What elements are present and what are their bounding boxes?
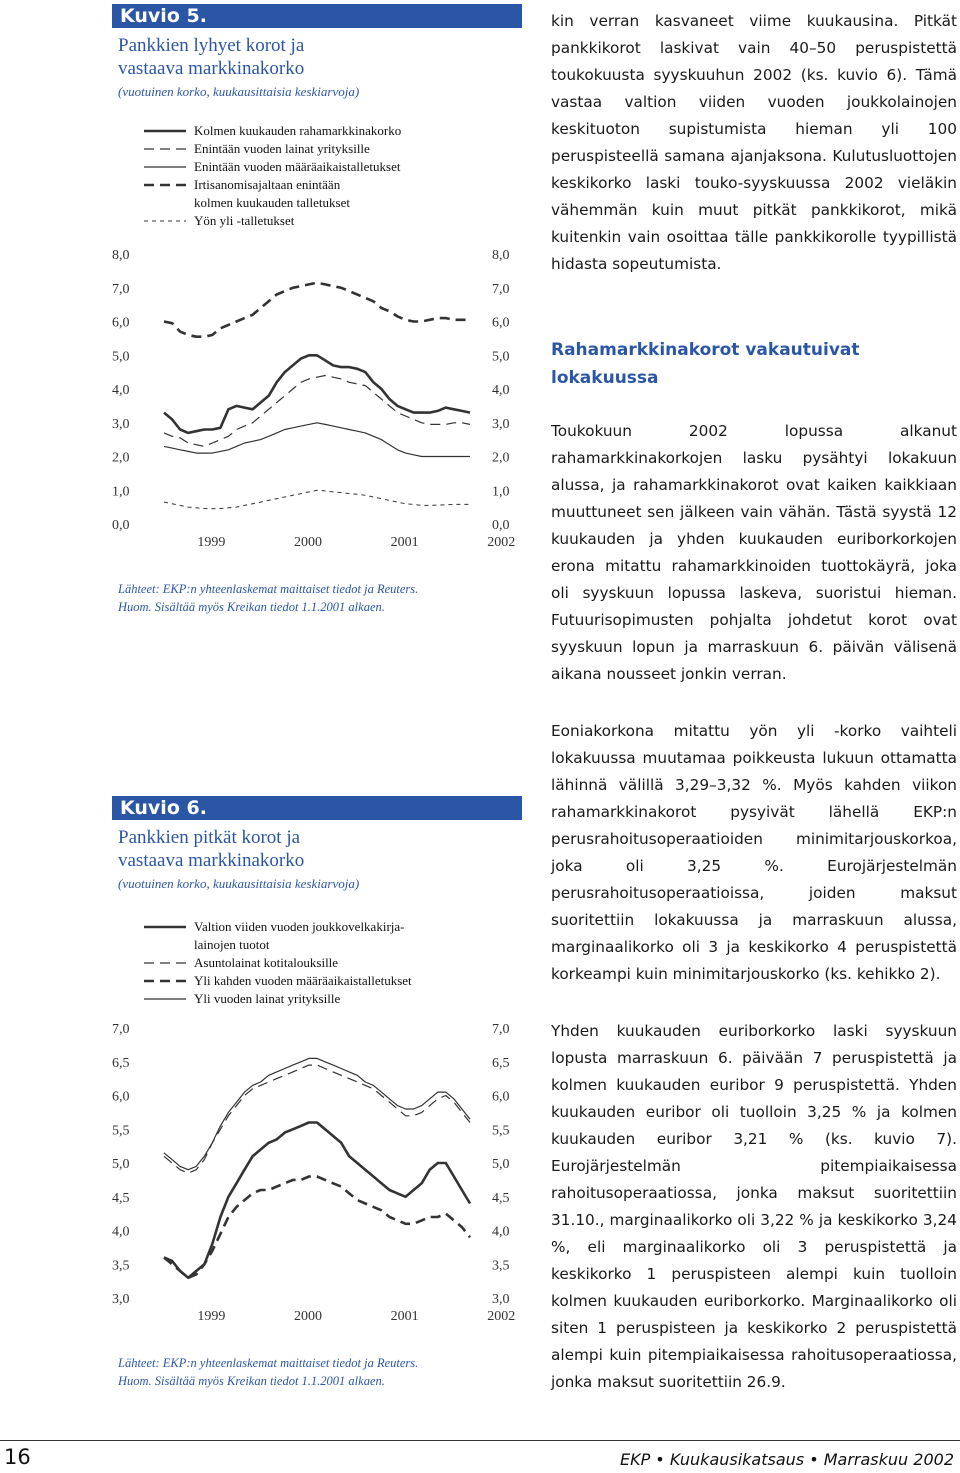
x-tick-label: 2000	[293, 1309, 322, 1324]
y-tick-label-right: 7,0	[492, 1022, 510, 1037]
y-tick-label-left: 5,0	[112, 1157, 130, 1172]
paragraph: Eoniakorkona mitattu yön yli -korko vaihteli lokakuussa muutamaa poikkeusta lukuun ottamatta lähinnä välillä 3,29–3,32 %. Myös kahden viikon rahamarkkinakorot pysyivät lähellä EKP:n perusrahoitusoperaatioiden minimitarjouskorkoa, joka oli 3,25 %. Eurojärjestelmän perusrahoitusoperaatioissa, joiden maksut suoritettiin lokakuussa ja marraskuun alussa, marginaalikorko oli 3 ja keskikorko 4 peruspistettä korkeampi kuin minimitarjouskorko (ks. kehikko 2).	[551, 722, 957, 983]
legend-solid-thin-icon	[142, 990, 188, 1008]
y-tick-label-left: 3,0	[112, 416, 130, 432]
series-line-3	[164, 423, 470, 457]
y-tick-label-right: 3,0	[492, 1292, 510, 1307]
source-line: Lähteet: EKP:n yhteenlaskemat maittaiset tiedot ja Reuters.	[118, 1356, 419, 1370]
legend-item	[142, 176, 401, 194]
y-tick-label-right: 1,0	[492, 484, 510, 500]
legend-solid-thick-icon	[142, 918, 188, 936]
x-tick-label: 2002	[487, 1309, 516, 1324]
legend-label: Kolmen kuukauden rahamarkkinakorko	[194, 123, 402, 138]
legend-item	[142, 972, 412, 990]
y-tick-label-right: 3,0	[492, 416, 510, 432]
series-line-5	[164, 490, 470, 509]
legend-label: Yön yli -talletukset	[194, 213, 295, 228]
series-line-1	[164, 355, 470, 433]
y-tick-label-right: 3,5	[492, 1258, 510, 1274]
section-heading	[551, 336, 951, 392]
figure-6-chart	[112, 1014, 522, 1334]
series-line-4	[164, 283, 470, 337]
y-tick-label-left: 4,5	[112, 1190, 130, 1206]
y-tick-label-right: 4,5	[492, 1190, 510, 1206]
legend-item	[142, 212, 401, 230]
legend-item	[142, 140, 401, 158]
series-line-3	[164, 1177, 470, 1278]
y-tick-label-right: 5,5	[492, 1123, 510, 1139]
y-tick-label-right: 6,5	[492, 1055, 510, 1071]
footer-rule	[0, 1440, 960, 1441]
series-line-2	[164, 1065, 470, 1173]
text-column-bottom	[551, 1018, 957, 1396]
paragraph: Yhden kuukauden euriborkorko laski syyskuun lopusta marraskuun 6. päivään 7 peruspistettä ja kolmen kuukauden euribor 9 peruspistettä. Yhden kuukauden euribor oli tuolloin 3,25 % ja kolmen kuukauden euribor 3,21 % (ks. kuvio 7). Eurojärjestelmän pitempiaikaisessa rahoitusoperaatiossa, jonka maksut suoritettiin 31.10., marginaalikorko oli 3,22 % ja keskikorko 3,24 %, eli marginaalikorko oli 3 peruspistettä ja keskikorko 1 peruspisteen alempi kuin tuolloin kolmen kuukauden euriborkorko. Marginaalikorko oli siten 1 peruspisteen ja keskikorko 2 peruspistettä alempi kuin pitempiaikaisessa rahoitusoperaatiossa, jonka maksut suoritettiin 26.9.	[551, 1022, 957, 1391]
legend-item	[142, 918, 412, 936]
legend-solid-thick-icon	[142, 122, 188, 140]
y-tick-label-left: 5,0	[112, 349, 130, 365]
y-tick-label-right: 2,0	[492, 450, 510, 466]
source-line: Lähteet: EKP:n yhteenlaskemat maittaiset tiedot ja Reuters.	[118, 582, 419, 596]
figure-5	[112, 4, 522, 624]
figure-6-subtitle: (vuotuinen korko, kuukausittaisia keskiarvoja)	[118, 876, 360, 891]
figure-5-label: Kuvio 5.	[112, 4, 522, 28]
legend-label: Enintään vuoden lainat yrityksille	[194, 141, 370, 156]
text-column-lower	[551, 718, 957, 988]
heading-line: Rahamarkkinakorot vakautuivat	[551, 340, 860, 360]
legend-dashed-thick-icon	[142, 972, 188, 990]
series-line-2	[164, 376, 470, 447]
legend-label: Yli vuoden lainat yrityksille	[194, 991, 341, 1006]
series-line-4	[164, 1058, 470, 1169]
y-tick-label-left: 7,0	[112, 1022, 130, 1037]
figure-5-title	[112, 34, 522, 80]
figure-6-legend	[142, 918, 412, 1008]
y-tick-label-left: 6,0	[112, 1089, 130, 1105]
y-tick-label-left: 1,0	[112, 484, 130, 500]
y-tick-label-left: 6,5	[112, 1055, 130, 1071]
figure-5-subtitle: (vuotuinen korko, kuukausittaisia keskiarvoja)	[118, 84, 360, 99]
y-tick-label-left: 4,0	[112, 1224, 130, 1240]
y-tick-label-right: 0,0	[492, 518, 510, 533]
legend-dotted-icon	[142, 212, 188, 230]
x-tick-label: 2002	[487, 535, 516, 550]
legend-item	[142, 954, 412, 972]
page-number: 16	[4, 1445, 31, 1469]
publication-footer: EKP • Kuukausikatsaus • Marraskuu 2002	[619, 1450, 954, 1469]
legend-label: Yli kahden vuoden määräaikaistalletukset	[194, 973, 412, 988]
y-tick-label-left: 3,5	[112, 1258, 130, 1274]
figure-5-title-line1: Pankkien lyhyet korot ja	[118, 35, 305, 56]
figure-6-label: Kuvio 6.	[112, 796, 522, 820]
legend-item-cont	[142, 936, 412, 954]
legend-label: kolmen kuukauden talletukset	[194, 195, 350, 210]
legend-dashed-icon	[142, 140, 188, 158]
y-tick-label-left: 4,0	[112, 383, 130, 398]
figure-6-title	[112, 826, 522, 872]
legend-item	[142, 122, 401, 140]
figure-5-chart	[112, 240, 522, 560]
legend-dashed-thick-icon	[142, 176, 188, 194]
y-tick-label-right: 6,0	[492, 1089, 510, 1105]
figure-5-title-line2: vastaava markkinakorko	[118, 58, 305, 79]
legend-solid-thin-icon	[142, 158, 188, 176]
legend-label: Enintään vuoden määräaikaistalletukset	[194, 159, 401, 174]
heading-line: lokakuussa	[551, 368, 659, 388]
y-tick-label-right: 7,0	[492, 281, 510, 297]
legend-item	[142, 158, 401, 176]
y-tick-label-right: 5,0	[492, 1157, 510, 1172]
y-tick-label-left: 2,0	[112, 450, 130, 466]
figure-5-legend	[142, 122, 401, 230]
text-column-top	[551, 8, 957, 278]
figure-5-source	[118, 580, 418, 616]
x-tick-label: 2001	[390, 535, 419, 550]
paragraph: Toukokuun 2002 lopussa alkanut rahamarkkinakorkojen lasku pysähtyi lokakuun alussa, ja rahamarkkinakorot ovat kaiken kaikkiaan muuttuneet sen jälkeen vain vähän. Tästä syystä 12 kuukauden ja yhden kuukauden euriborkorkojen erona mitattu rahamarkkinoiden tuottokäyrä, joka oli syyskuun lopussa laskeva, suoristui hieman. Futuurisopimusten pohjalta johdetut korot ovat syyskuun lopun ja marraskuun 6. päivän välisenä aikana nousseet jonkin verran.	[551, 422, 957, 683]
figure-6-title-line1: Pankkien pitkät korot ja	[118, 827, 301, 848]
y-tick-label-left: 0,0	[112, 518, 130, 533]
y-tick-label-left: 7,0	[112, 281, 130, 297]
figure-6-source	[118, 1354, 418, 1390]
x-tick-label: 2000	[293, 535, 322, 550]
y-tick-label-right: 8,0	[492, 248, 510, 263]
figure-6-title-line2: vastaava markkinakorko	[118, 850, 305, 871]
legend-dashed-icon	[142, 954, 188, 972]
legend-spacer	[142, 936, 188, 954]
note-line: Huom. Sisältää myös Kreikan tiedot 1.1.2001 alkaen.	[118, 600, 385, 614]
note-line: Huom. Sisältää myös Kreikan tiedot 1.1.2001 alkaen.	[118, 1374, 385, 1388]
y-tick-label-right: 4,0	[492, 383, 510, 398]
y-tick-label-right: 6,0	[492, 315, 510, 331]
y-tick-label-left: 8,0	[112, 248, 130, 263]
y-tick-label-left: 6,0	[112, 315, 130, 331]
figure-6	[112, 796, 522, 1406]
x-tick-label: 2001	[390, 1309, 419, 1324]
legend-label: Valtion viiden vuoden joukkovelkakirja-	[194, 919, 405, 934]
paragraph: kin verran kasvaneet viime kuukausina. Pitkät pankkikorot laskivat vain 40–50 peruspistettä toukokuusta syyskuuhun 2002 (ks. kuvio 6). Tämä vastaa valtion viiden vuoden joukkolainojen keskituoton supistumista hieman yli 100 peruspisteellä samana ajanjaksona. Kulutusluottojen keskikorko laski touko-syyskuussa 2002 vieläkin vähemmän kuin muut pitkät pankkikorot, mikä kuitenkin vain osoittaa tälle pankkikorolle tyypillistä hidasta sopeutumista.	[551, 12, 957, 273]
x-tick-label: 1999	[197, 1309, 226, 1324]
x-tick-label: 1999	[197, 535, 226, 550]
legend-spacer	[142, 194, 188, 212]
legend-label: lainojen tuotot	[194, 937, 270, 952]
y-tick-label-right: 4,0	[492, 1224, 510, 1240]
y-tick-label-left: 3,0	[112, 1292, 130, 1307]
text-column-middle	[551, 418, 957, 688]
y-tick-label-right: 5,0	[492, 349, 510, 365]
legend-label: Irtisanomisajaltaan enintään	[194, 177, 341, 192]
legend-item	[142, 990, 412, 1008]
legend-item-cont	[142, 194, 401, 212]
legend-label: Asuntolainat kotitalouksille	[194, 955, 339, 970]
y-tick-label-left: 5,5	[112, 1123, 130, 1139]
